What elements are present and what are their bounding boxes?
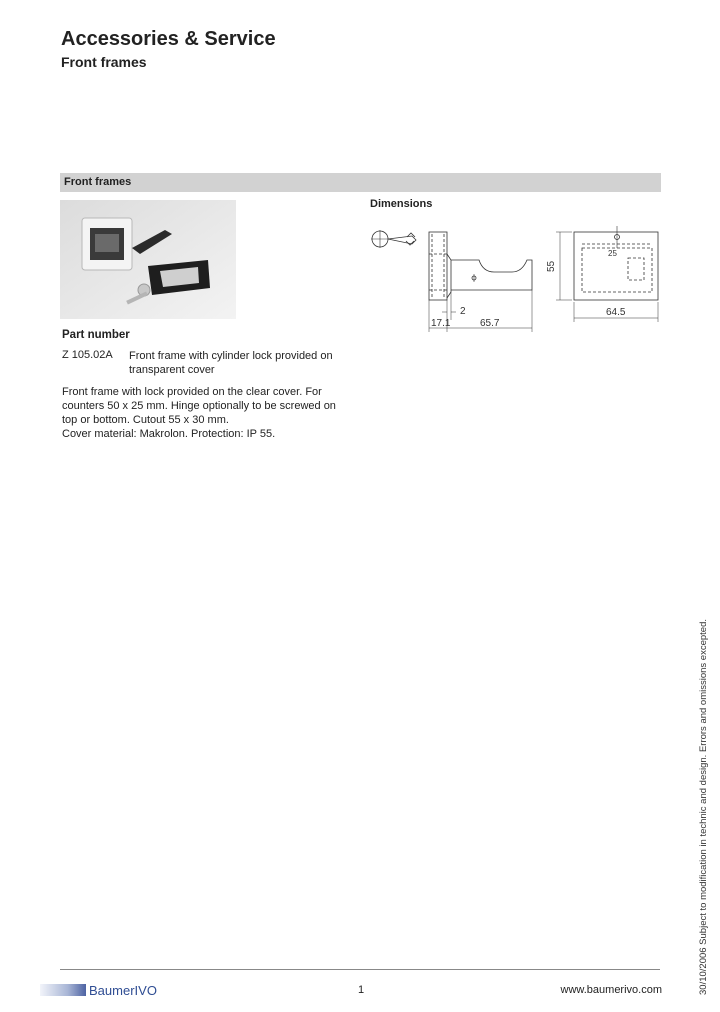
brand-name-part2: IVO — [134, 982, 157, 998]
dim-25: 25 — [608, 249, 617, 258]
part-number-code: Z 105.02A — [62, 349, 113, 361]
dim-65-7: 65.7 — [480, 318, 500, 329]
dim-55: 55 — [546, 260, 557, 272]
dim-64-5: 64.5 — [606, 307, 626, 318]
page-title: Accessories & Service — [61, 28, 276, 50]
revision-note: 30/10/2006 Subject to modification in technic and design. Errors and omissions excepted. — [698, 618, 709, 995]
footer-divider — [60, 969, 660, 970]
part-number-heading: Part number — [62, 329, 130, 341]
page-subtitle: Front frames — [61, 54, 147, 70]
section-header: Front frames — [60, 173, 661, 192]
dimensions-heading: Dimensions — [370, 198, 433, 210]
product-photo — [60, 200, 236, 319]
dim-2: 2 — [460, 306, 466, 317]
dimension-drawing — [360, 220, 670, 338]
page-number: 1 — [358, 984, 365, 996]
product-details — [62, 385, 347, 441]
details-material: Cover material: Makrolon. Protection: IP 55. — [62, 428, 276, 440]
part-number-description: Front frame with cylinder lock provided on transparent cover — [129, 350, 333, 376]
logo-gradient-bar — [40, 984, 86, 996]
details-text: Front frame with lock provided on the clear cover. For counters 50 x 25 mm. Hinge optionally to be screwed on top or bottom. Cutout 55 x 30 mm. — [62, 386, 336, 426]
brand-logo — [40, 983, 157, 997]
dim-17-1: 17.1 — [431, 318, 451, 329]
brand-name-part1: Baumer — [89, 982, 135, 998]
website-link[interactable]: www.baumerivo.com — [560, 984, 662, 996]
